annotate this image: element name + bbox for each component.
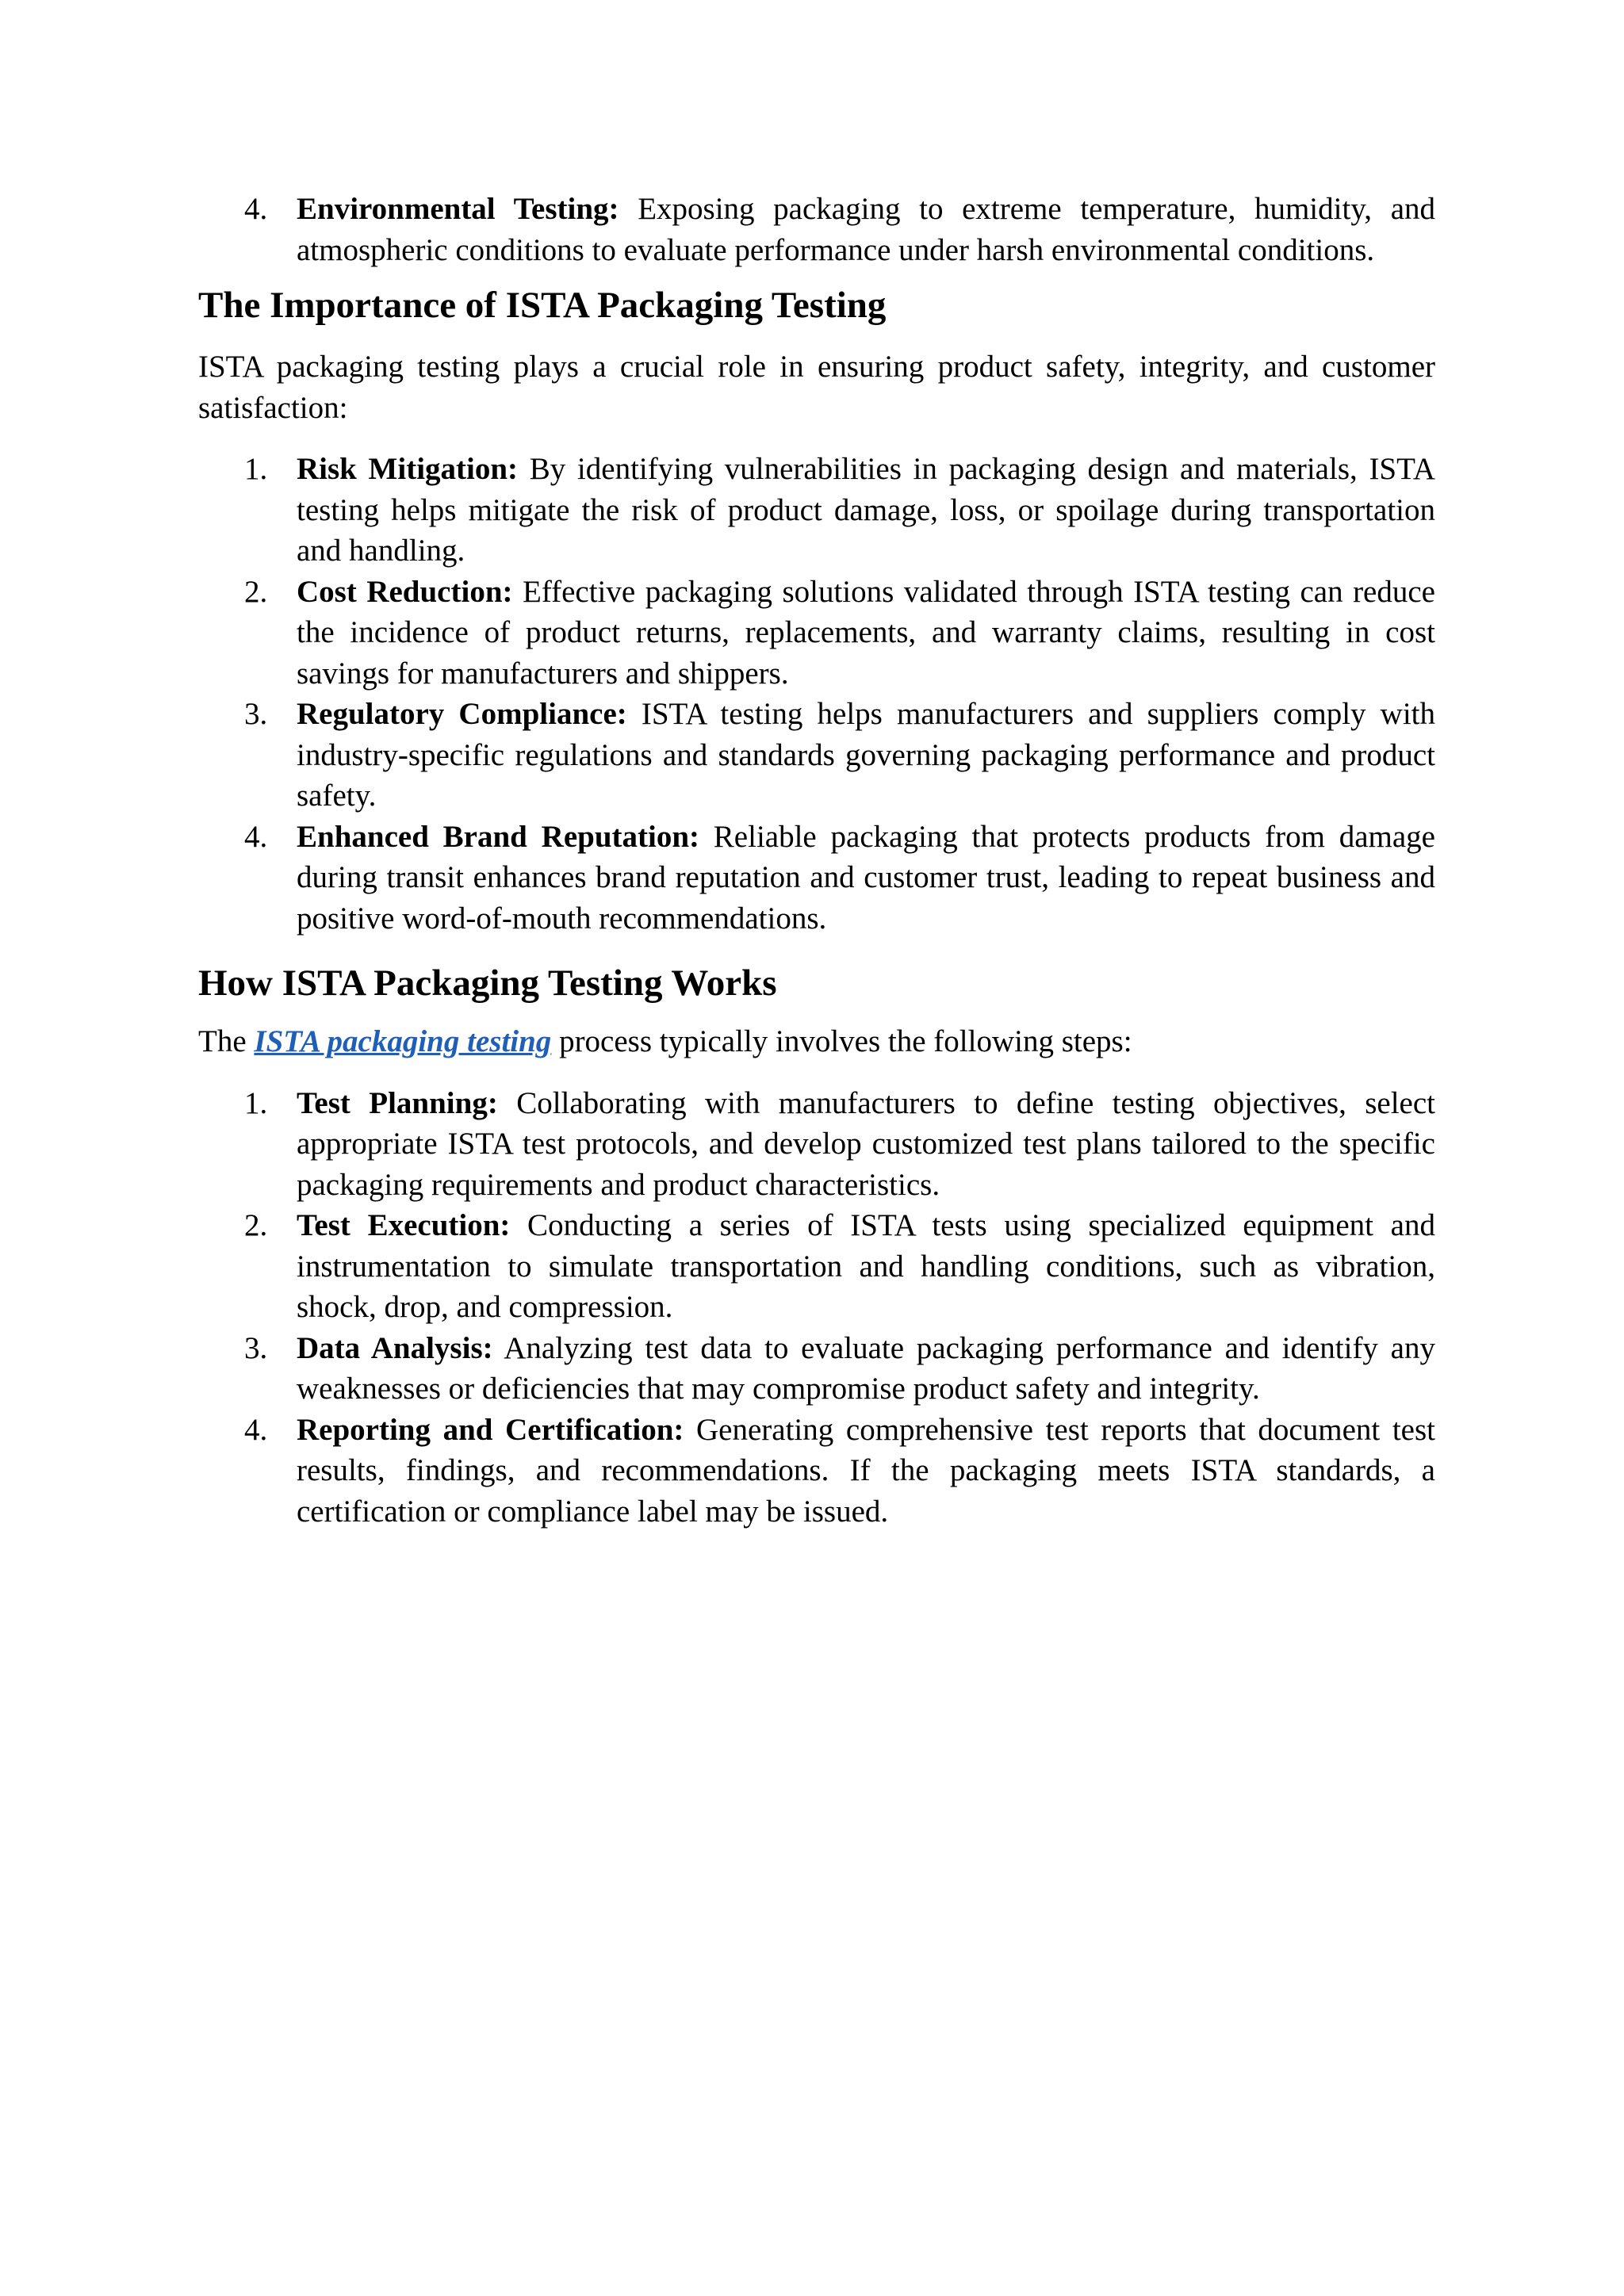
- document-page: [198, 189, 1435, 1532]
- how-it-works-heading: How ISTA Packaging Testing Works: [198, 962, 777, 1004]
- list-term: Environmental Testing:: [297, 192, 619, 226]
- paragraph-suffix: process typically involves the following steps:: [551, 1024, 1132, 1058]
- list-term: Data Analysis:: [297, 1330, 493, 1365]
- paragraph-prefix: The: [198, 1024, 255, 1058]
- list-item: [198, 694, 1435, 817]
- list-item: [198, 1205, 1435, 1328]
- list-term: Reporting and Certification:: [297, 1412, 684, 1447]
- importance-list: [198, 449, 1435, 939]
- list-description: Effective packaging solutions validated through ISTA testing can reduce the incidence of product returns, replacements, and warranty claims, resulting in cost savings for manufacturers and shippers.: [297, 574, 1435, 691]
- list-description: Generating comprehensive test reports that document test results, findings, and recommendations. If the packaging meets ISTA standards, a certification or compliance label may be issued.: [297, 1412, 1436, 1529]
- list-description: Conducting a series of ISTA tests using specialized equipment and instrumentation to simulate transportation and handling conditions, such as vibration, shock, drop, and compression.: [297, 1208, 1435, 1324]
- list-description: Reliable packaging that protects products from damage during transit enhances brand reputation and customer trust, leading to repeat business and positive word-of-mouth recommendations.: [297, 819, 1435, 936]
- list-number: 4.: [244, 1412, 268, 1447]
- list-number: 1.: [244, 452, 268, 486]
- list-number: 2.: [244, 1208, 268, 1242]
- list-number: 3.: [244, 1330, 268, 1365]
- list-term: Enhanced Brand Reputation:: [297, 819, 699, 854]
- list-number: 3.: [244, 697, 268, 731]
- list-term: Regulatory Compliance:: [297, 697, 627, 731]
- list-item: [198, 817, 1435, 939]
- list-term: Test Planning:: [297, 1085, 498, 1120]
- list-item: [198, 449, 1435, 572]
- list-description: ISTA testing helps manufacturers and suppliers comply with industry-specific regulations and standards governing packaging performance and product safety.: [297, 697, 1435, 813]
- importance-paragraph: ISTA packaging testing plays a crucial role in ensuring product safety, integrity, and customer satisfaction:: [198, 350, 1435, 425]
- list-item: [198, 1083, 1435, 1206]
- list-number: 4.: [244, 819, 268, 854]
- list-number: 4.: [244, 192, 268, 226]
- importance-heading: The Importance of ISTA Packaging Testing: [198, 285, 887, 326]
- list-term: Risk Mitigation:: [297, 452, 519, 486]
- list-description: Analyzing test data to evaluate packaging performance and identify any weaknesses or deficiencies that may compromise product safety and integrity.: [297, 1330, 1435, 1406]
- ista-packaging-testing-link[interactable]: ISTA packaging testing: [254, 1024, 552, 1058]
- list-item: [198, 189, 1435, 270]
- list-term: Test Execution:: [297, 1208, 511, 1242]
- list-item: [198, 572, 1435, 695]
- list-number: 1.: [244, 1085, 268, 1120]
- list-item: [198, 1410, 1435, 1533]
- list-item: [198, 1328, 1435, 1410]
- list-description: Collaborating with manufacturers to define testing objectives, select appropriate ISTA test protocols, and develop customized test plans tailored to the specific packaging requirements and product characteristics.: [297, 1085, 1435, 1202]
- list-number: 2.: [244, 574, 268, 609]
- steps-list: [198, 1083, 1435, 1533]
- list-term: Cost Reduction:: [297, 574, 513, 609]
- how-it-works-paragraph: [198, 1021, 1435, 1062]
- list-description: Exposing packaging to extreme temperature, humidity, and atmospheric conditions to evaluate performance under harsh environmental conditions.: [297, 192, 1436, 267]
- list-description: By identifying vulnerabilities in packaging design and materials, ISTA testing helps mitigate the risk of product damage, loss, or spoilage during transportation and handling.: [297, 452, 1435, 568]
- environmental-testing-list: [198, 189, 1435, 270]
